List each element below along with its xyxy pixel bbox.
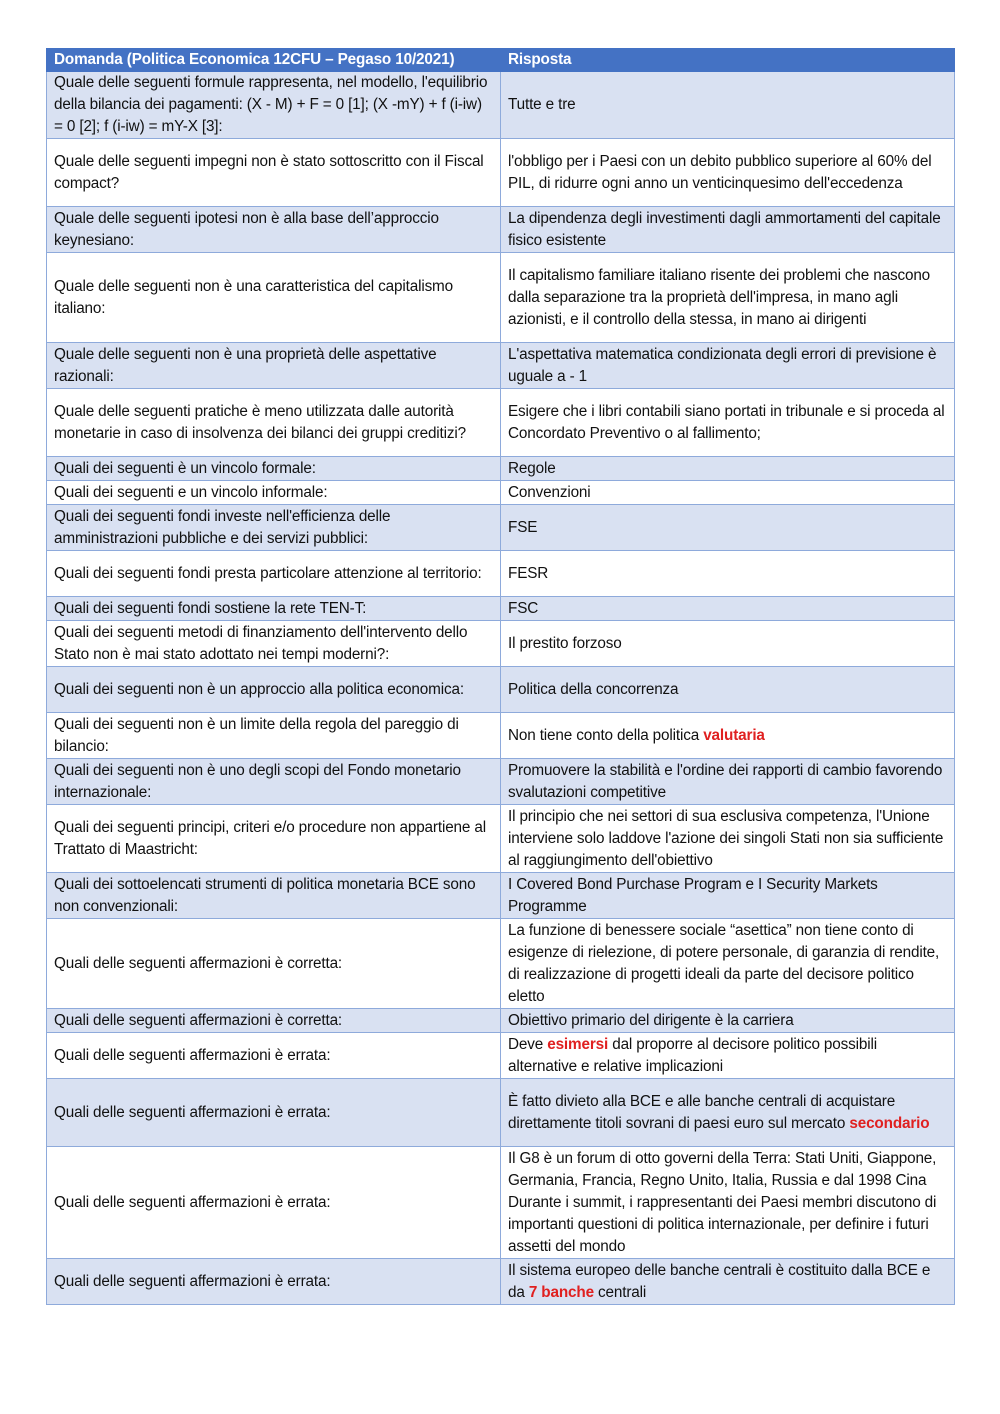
answer-cell	[501, 805, 955, 873]
answer-text: Obiettivo primario del dirigente è la carriera	[508, 1011, 794, 1029]
answer-text: dal proporre al decisore politico possibili alternative e relative implicazioni	[508, 1035, 877, 1075]
answer-text: Il sistema europeo delle banche centrali è costituito dalla BCE e da	[508, 1261, 931, 1301]
question-cell: Quali delle seguenti affermazioni è errata:	[47, 1147, 501, 1259]
answer-cell	[501, 1009, 955, 1033]
question-cell: Quali dei seguenti fondi investe nell'efficienza delle amministrazioni pubbliche e dei servizi pubblici:	[47, 505, 501, 551]
table-row	[47, 1033, 955, 1079]
answer-highlight: secondario	[849, 1114, 930, 1132]
table-row	[47, 1259, 955, 1305]
answer-cell	[501, 139, 955, 207]
answer-cell	[501, 481, 955, 505]
question-cell: Quali dei seguenti fondi sostiene la rete TEN-T:	[47, 597, 501, 621]
question-cell: Quali dei seguenti non è un limite della regola del pareggio di bilancio:	[47, 713, 501, 759]
question-cell: Quali dei seguenti fondi presta particolare attenzione al territorio:	[47, 551, 501, 597]
answer-text: La funzione di benessere sociale “asettica” non tiene conto di esigenze di rielezione, di potere personale, di garanzia di rendite, di realizzazione di progetti ideali da parte del decisore politico eletto	[508, 921, 940, 1005]
table-row	[47, 805, 955, 873]
answer-cell	[501, 389, 955, 457]
table-row	[47, 253, 955, 343]
answer-text: Politica della concorrenza	[508, 680, 679, 698]
answer-text: I Covered Bond Purchase Program e I Security Markets Programme	[508, 875, 878, 915]
answer-cell	[501, 1147, 955, 1259]
answer-cell	[501, 1079, 955, 1147]
answer-cell	[501, 873, 955, 919]
answer-cell	[501, 597, 955, 621]
table-row	[47, 873, 955, 919]
qa-table	[46, 48, 955, 1305]
answer-text: Deve	[508, 1035, 548, 1053]
answer-text: Il prestito forzoso	[508, 634, 622, 652]
answer-text: Convenzioni	[508, 483, 591, 501]
question-cell: Quali dei seguenti è un vincolo formale:	[47, 457, 501, 481]
table-row	[47, 343, 955, 389]
answer-cell	[501, 72, 955, 139]
question-cell: Quali delle seguenti affermazioni è errata:	[47, 1079, 501, 1147]
answer-text: L'aspettativa matematica condizionata degli errori di previsione è uguale a - 1	[508, 345, 937, 385]
answer-text: Regole	[508, 459, 556, 477]
header-answer: Risposta	[501, 49, 955, 72]
answer-cell	[501, 621, 955, 667]
table-body	[47, 72, 955, 1305]
table-row	[47, 457, 955, 481]
answer-text: Esigere che i libri contabili siano portati in tribunale e si proceda al Concordato Preventivo o al fallimento;	[508, 402, 945, 442]
answer-text: Il capitalismo familiare italiano risente dei problemi che nascono dalla separazione tra la proprietà dell'impresa, in mano agli azionisti, e il controllo della stessa, in mano ai dirigenti	[508, 266, 931, 328]
answer-text: FSC	[508, 599, 539, 617]
question-cell: Quale delle seguenti impegni non è stato sottoscritto con il Fiscal compact?	[47, 139, 501, 207]
question-cell: Quali delle seguenti affermazioni è corretta:	[47, 919, 501, 1009]
question-cell: Quali dei seguenti e un vincolo informale:	[47, 481, 501, 505]
question-cell: Quale delle seguenti ipotesi non è alla base dell’approccio keynesiano:	[47, 207, 501, 253]
question-cell: Quale delle seguenti non è una proprietà delle aspettative razionali:	[47, 343, 501, 389]
answer-text: È fatto divieto alla BCE e alle banche centrali di acquistare direttamente titoli sovrani di paesi euro sul mercato	[508, 1092, 896, 1132]
answer-text: Promuovere la stabilità e l'ordine dei rapporti di cambio favorendo svalutazioni competitive	[508, 761, 943, 801]
answer-text: Il G8 è un forum di otto governi della Terra: Stati Uniti, Giappone, Germania, Francia, Regno Unito, Italia, Russia e dal 1998 Cina Durante i summit, i rappresentanti dei Paesi membri discutono di importanti questioni di politica internazionale, per definire i futuri assetti del mondo	[508, 1149, 937, 1255]
answer-cell	[501, 457, 955, 481]
question-cell: Quali delle seguenti affermazioni è corretta:	[47, 1009, 501, 1033]
question-cell: Quale delle seguenti pratiche è meno utilizzata dalle autorità monetarie in caso di insolvenza dei bilanci dei gruppi creditizi?	[47, 389, 501, 457]
table-row	[47, 1009, 955, 1033]
answer-cell	[501, 253, 955, 343]
answer-cell	[501, 919, 955, 1009]
question-cell: Quali delle seguenti affermazioni è errata:	[47, 1033, 501, 1079]
answer-text: FSE	[508, 518, 538, 536]
table-row	[47, 389, 955, 457]
table-row	[47, 713, 955, 759]
table-row	[47, 72, 955, 139]
answer-text: Non tiene conto della politica	[508, 726, 704, 744]
answer-text: La dipendenza degli investimenti dagli ammortamenti del capitale fisico esistente	[508, 209, 941, 249]
answer-cell	[501, 551, 955, 597]
answer-text: Il principio che nei settori di sua esclusiva competenza, l'Unione interviene solo laddove l'azione dei singoli Stati non sia sufficiente al raggiungimento dell'obiettivo	[508, 807, 944, 869]
answer-highlight: valutaria	[703, 726, 765, 744]
answer-cell	[501, 505, 955, 551]
question-cell: Quale delle seguenti formule rappresenta, nel modello, l'equilibrio della bilancia dei pagamenti: (X - M) + F = 0 [1]; (X -mY) + f (i-iw) = 0 [2]; f (i-iw) = mY-X [3]:	[47, 72, 501, 139]
question-cell: Quali delle seguenti affermazioni è errata:	[47, 1259, 501, 1305]
question-cell: Quali dei seguenti principi, criteri e/o procedure non appartiene al Trattato di Maastricht:	[47, 805, 501, 873]
table-row	[47, 505, 955, 551]
answer-text: centrali	[593, 1283, 647, 1301]
question-cell: Quale delle seguenti non è una caratteristica del capitalismo italiano:	[47, 253, 501, 343]
table-row	[47, 621, 955, 667]
table-row	[47, 207, 955, 253]
table-row	[47, 551, 955, 597]
answer-cell	[501, 343, 955, 389]
question-cell: Quali dei seguenti non è un approccio alla politica economica:	[47, 667, 501, 713]
answer-text: FESR	[508, 564, 549, 582]
question-cell: Quali dei seguenti non è uno degli scopi del Fondo monetario internazionale:	[47, 759, 501, 805]
table-row	[47, 919, 955, 1009]
table-row	[47, 597, 955, 621]
table-header-row	[47, 49, 955, 72]
header-question: Domanda (Politica Economica 12CFU – Pegaso 10/2021)	[47, 49, 501, 72]
answer-text: l'obbligo per i Paesi con un debito pubblico superiore al 60% del PIL, di ridurre ogni anno un venticinquesimo dell'eccedenza	[508, 152, 932, 192]
question-cell: Quali dei seguenti metodi di finanziamento dell'intervento dello Stato non è mai stato adottato nei tempi moderni?:	[47, 621, 501, 667]
answer-cell	[501, 1033, 955, 1079]
answer-cell	[501, 759, 955, 805]
answer-cell	[501, 667, 955, 713]
table-row	[47, 1147, 955, 1259]
answer-cell	[501, 1259, 955, 1305]
answer-cell	[501, 207, 955, 253]
answer-highlight: 7 banche	[528, 1283, 594, 1301]
table-row	[47, 667, 955, 713]
table-row	[47, 1079, 955, 1147]
answer-text: Tutte e tre	[508, 96, 576, 113]
answer-cell	[501, 713, 955, 759]
question-cell: Quali dei sottoelencati strumenti di politica monetaria BCE sono non convenzionali:	[47, 873, 501, 919]
table-row	[47, 481, 955, 505]
table-row	[47, 759, 955, 805]
answer-highlight: esimersi	[547, 1035, 609, 1053]
table-row	[47, 139, 955, 207]
